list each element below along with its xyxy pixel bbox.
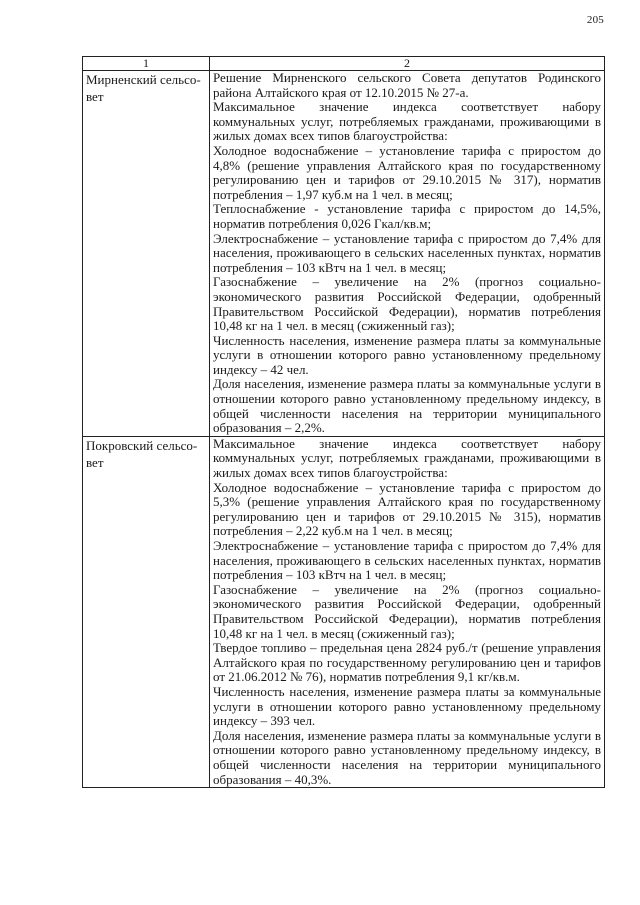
table-row-mirnensky — [83, 71, 605, 437]
details-paragraph: Теплоснабжение - установление тарифа с приростом до 14,5%, норматив потребления 0,026 Гкал/кв.м; — [213, 201, 601, 231]
details-paragraph: Доля населения, изменение размера платы за коммунальные услуги в отношении которого равно установленному предельному индексу, в общей численности населения на территории муниципального образования – 40,3%. — [213, 727, 601, 787]
settlement-name: Покровский сельсо-вет — [83, 436, 210, 787]
details-paragraph: Электроснабжение – установление тарифа с приростом до 7,4% для населения, проживающего в сельских населенных пунктах, норматив потребления – 103 кВтч на 1 чел. в месяц; — [213, 230, 601, 275]
details-paragraph: Холодное водоснабжение – установление тарифа с приростом до 4,8% (решение управления Алтайского края по государственному регулированию цен и тарифов от 29.10.2015 № 317), норматив потребления – 1,97 куб.м на 1 чел. в месяц; — [213, 142, 601, 202]
details-paragraph: Газоснабжение – увеличение на 2% (прогноз социально-экономического развития Российской Федерации, одобренный Правительством Российской Федерации), норматив потребления 10,48 кг на 1 чел. в месяц (сжиженный газ); — [213, 274, 601, 334]
settlement-details — [210, 71, 605, 437]
details-paragraph: Решение Мирненского сельского Совета депутатов Родинского района Алтайского края от 12.10.2015 № 27-а. — [213, 70, 601, 100]
details-paragraph: Максимальное значение индекса соответствует набору коммунальных услуг, потребляемых гражданами, проживающими в жилых домах всех типов благоустройства: — [213, 435, 601, 481]
details-paragraph: Твердое топливо – предельная цена 2824 руб./т (решение управления Алтайского края по государственному регулированию цен и тарифов от 21.06.2012 № 76), норматив потребления 9,1 кг/кв.м. — [213, 640, 601, 685]
page-number: 205 — [586, 14, 604, 26]
column-header-1: 1 — [83, 57, 210, 71]
details-paragraph: Численность населения, изменение размера платы за коммунальные услуги в отношении которого равно установленному предельному индексу – 393 чел. — [213, 683, 601, 729]
column-header-2: 2 — [210, 57, 605, 71]
settlements-table — [82, 56, 605, 788]
details-paragraph: Доля населения, изменение размера платы за коммунальные услуги в отношении которого равно установленному предельному индексу, в общей численности населения на территории муниципального образования – 2,2%. — [213, 376, 601, 436]
table-row-pokrovsky — [83, 436, 605, 787]
table-header-row — [83, 57, 605, 71]
settlement-name: Мирненский сельсо-вет — [83, 71, 210, 437]
details-paragraph: Электроснабжение – установление тарифа с приростом до 7,4% для населения, проживающего в сельских населенных пунктах, норматив потребления – 103 кВтч на 1 чел. в месяц; — [213, 538, 601, 583]
details-paragraph: Максимальное значение индекса соответствует набору коммунальных услуг, потребляемых гражданами, проживающими в жилых домах всех типов благоустройства: — [213, 99, 601, 144]
details-paragraph: Холодное водоснабжение – установление тарифа с приростом до 5,3% (решение управления Алтайского края по государственному регулированию цен и тарифов от 29.10.2015 № 315), норматив потребления – 2,22 куб.м на 1 чел. в месяц; — [213, 479, 601, 539]
settlement-details — [210, 436, 605, 787]
details-paragraph: Численность населения, изменение размера платы за коммунальные услуги в отношении которого равно установленному предельному индексу – 42 чел. — [213, 332, 601, 377]
details-paragraph: Газоснабжение – увеличение на 2% (прогноз социально-экономического развития Российской Федерации, одобренный Правительством Российской Федерации), норматив потребления 10,48 кг на 1 чел. в месяц (сжиженный газ); — [213, 581, 601, 641]
